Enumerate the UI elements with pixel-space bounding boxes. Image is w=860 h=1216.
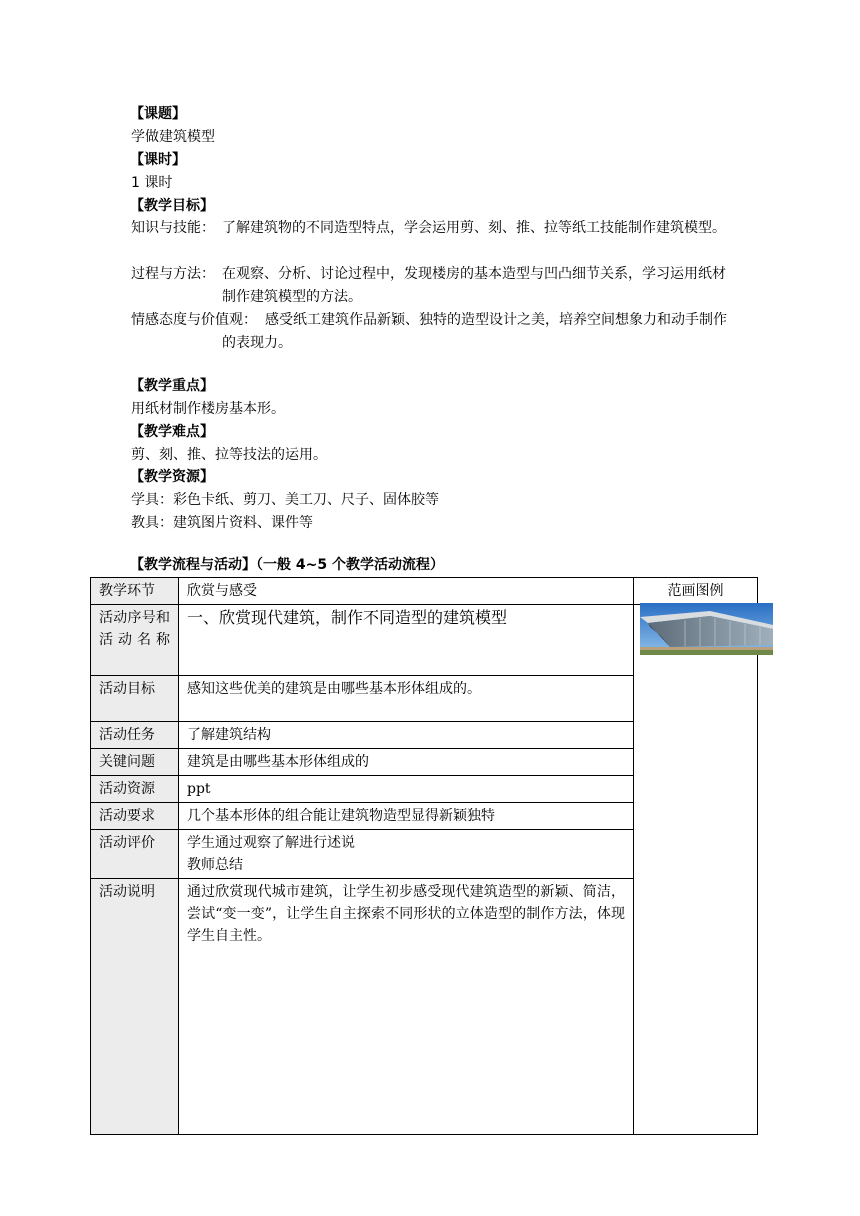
period-heading: 【课时】 [130, 152, 186, 168]
goal-knowledge [131, 217, 731, 263]
goal-label: 情感态度与价值观： [131, 312, 257, 328]
row-value-cell: 几个基本形体的组合能让建筑物造型显得新颖独特 [179, 803, 634, 830]
row-value-cell [179, 605, 634, 676]
difficulty-heading: 【教学难点】 [130, 424, 214, 440]
row-label-cell: 活动要求 [91, 803, 179, 830]
topic-heading: 【课题】 [130, 106, 186, 122]
row-label-cell: 活动目标 [91, 676, 179, 722]
row-value-cell: 通过欣赏现代城市建筑，让学生初步感受现代建筑造型的新颖、简洁，尝试“变一变”，让学生自主探索不同形状的立体造型的制作方法，体现学生自主性。 [179, 879, 634, 1135]
goal-process [131, 263, 731, 309]
building-photo [640, 603, 773, 655]
header-example-cell: 范画图例 [634, 578, 758, 605]
row-value-cell: 建筑是由哪些基本形体组成的 [179, 749, 634, 776]
building-image-icon [640, 603, 773, 655]
activity-flow-table [90, 577, 758, 1135]
row-value-cell [179, 830, 634, 879]
flow-title [130, 554, 444, 576]
row-label: 活动序号和活动名称 [99, 610, 170, 648]
goal-label: 知识与技能： [131, 220, 215, 236]
resources-heading: 【教学资源】 [130, 469, 214, 485]
goal-text: 感受纸工建筑作品新颖、独特的造型设计之美，培养空间想象力和动手制作的表现力。 [222, 312, 727, 351]
row-label-cell: 活动说明 [91, 879, 179, 1135]
flow-heading: 【教学流程与活动】 [130, 557, 256, 573]
row-value-cell: 感知这些优美的建筑是由哪些基本形体组成的。 [179, 676, 634, 722]
goal-label: 过程与方法： [131, 266, 215, 282]
example-image-cell [634, 605, 758, 1135]
header-label-cell: 教学环节 [91, 578, 179, 605]
student-tools: 学具：彩色卡纸、剪刀、美工刀、尺子、固体胶等 [131, 492, 439, 508]
goals-heading: 【教学目标】 [130, 198, 214, 214]
difficulty-value: 剪、刻、推、拉等技法的运用。 [131, 447, 327, 463]
row-value: 一、欣赏现代建筑，制作不同造型的建筑模型 [187, 608, 508, 627]
topic-value: 学做建筑模型 [131, 129, 215, 145]
row-label-cell: 活动评价 [91, 830, 179, 879]
header-value-cell: 欣赏与感受 [179, 578, 634, 605]
goal-attitude [131, 309, 731, 355]
row-value-line: 教师总结 [187, 857, 243, 873]
row-value-cell: 了解建筑结构 [179, 722, 634, 749]
key-point-value: 用纸材制作楼房基本形。 [131, 401, 285, 417]
table-row [91, 578, 758, 605]
key-point-heading: 【教学重点】 [130, 378, 214, 394]
teacher-tools: 教具：建筑图片资料、课件等 [131, 515, 313, 531]
goal-text: 了解建筑物的不同造型特点，学会运用剪、刻、推、拉等纸工技能制作建筑模型。 [222, 220, 726, 236]
row-label-cell [91, 605, 179, 676]
row-value-cell: ppt [179, 776, 634, 803]
goal-text: 在观察、分析、讨论过程中，发现楼房的基本造型与凹凸细节关系，学习运用纸材制作建筑模型的方法。 [222, 266, 726, 305]
flow-note: （一般 4~5 个教学活动流程） [256, 557, 444, 573]
row-value-line: 学生通过观察了解进行述说 [187, 835, 355, 851]
row-label-cell: 活动任务 [91, 722, 179, 749]
row-label-cell: 活动资源 [91, 776, 179, 803]
period-value: 1 课时 [131, 175, 173, 191]
row-label-cell: 关键问题 [91, 749, 179, 776]
